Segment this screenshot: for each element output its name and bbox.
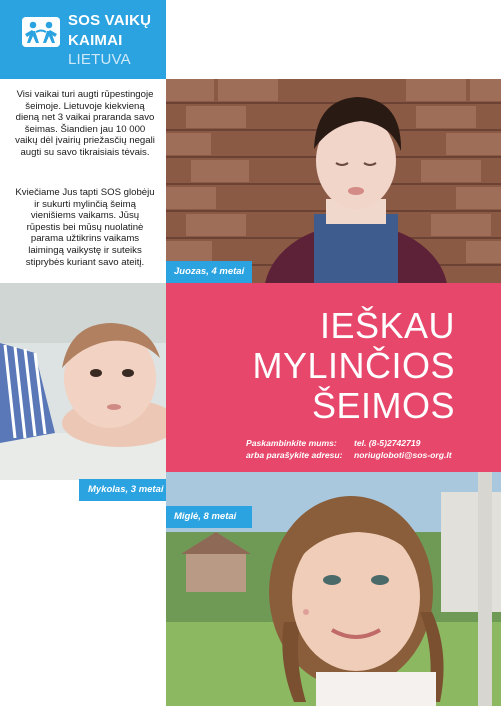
- caption-mykolas: Mykolas, 3 metai: [79, 479, 166, 501]
- logo-block: [0, 0, 166, 79]
- caption-migle: Miglė, 8 metai: [166, 506, 252, 528]
- headline-line2: MYLINČIOS: [252, 345, 455, 386]
- headline-line3: ŠEIMOS: [311, 385, 455, 426]
- phone-label: Paskambinkite mums:: [246, 438, 337, 448]
- intro-paragraph-1: Visi vaikai turi augti rūpestingoje šeimoje. Lietuvoje kiekvieną dieną net 3 vaikai praranda savo šeimas. Šiandien jau 10 000 vaikų dėl įvairių priežasčių negali augti su savo tikraisiais tėvais.: [15, 89, 155, 158]
- phone-number[interactable]: tel. (8-5)2742719: [354, 438, 421, 448]
- email-address[interactable]: noriuglobotі@sos-org.lt: [354, 450, 452, 460]
- caption-juozas: Juozas, 4 metai: [166, 261, 252, 283]
- intro-paragraph-2: Kviečiame Jus tapti SOS globėju ir sukurti mylinčią šeimą vienišiems vaikams. Jūsų rūpestis bei mūsų nuolatinė parama užtikrins vaikams laimingą vaikystę ir suteiks stiprybės kuriant savo ateitį.: [15, 187, 155, 268]
- sos-children-logo-icon: [22, 17, 60, 47]
- headline-line1: IEŠKAU: [319, 305, 455, 346]
- logo-text-line2: KAIMAI: [68, 32, 123, 49]
- headline-block: [166, 283, 501, 472]
- logo-text-line1: SOS VAIKŲ: [68, 12, 152, 29]
- photo-mykolas: [0, 283, 166, 480]
- logo-text-line3: LIETUVA: [68, 51, 131, 68]
- email-label: arba parašykite adresu:: [246, 450, 343, 460]
- photo-juozas: [166, 79, 501, 283]
